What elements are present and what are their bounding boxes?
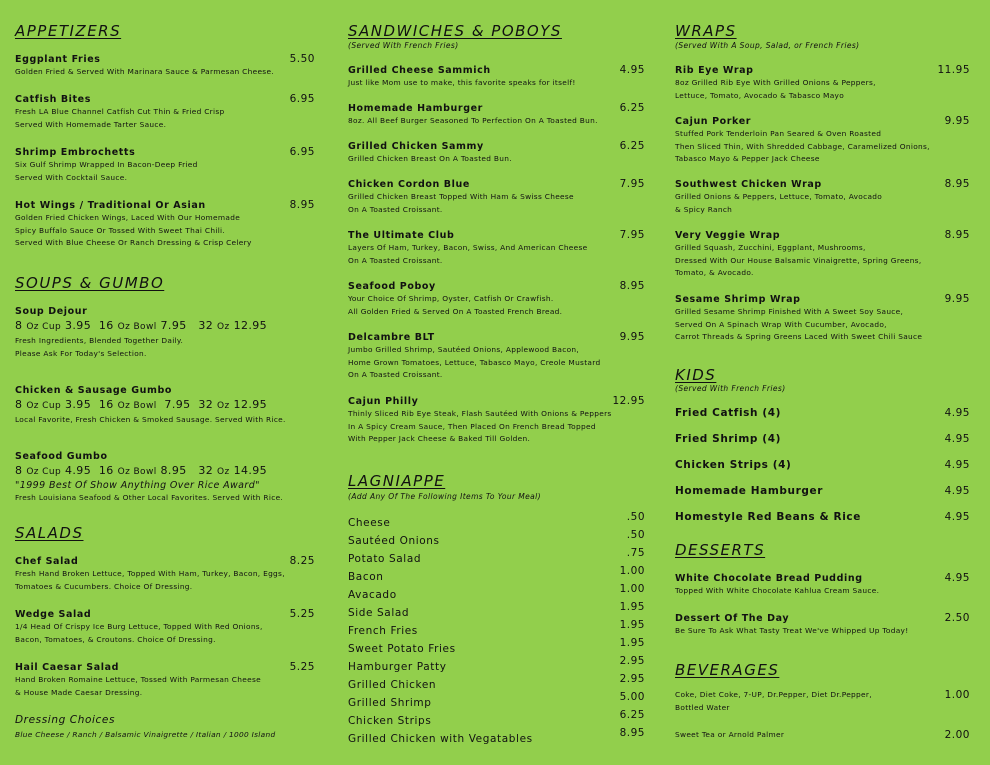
item-price: 4.95 xyxy=(944,485,970,497)
item-price: 4.95 xyxy=(944,433,970,445)
menu-item xyxy=(675,115,970,166)
item-desc: 1/4 Head Of Crispy Ice Burg Lettuce, Topped With Red Onions, xyxy=(15,622,263,631)
menu-item xyxy=(15,199,315,250)
item-desc: Grilled Chicken Breast Topped With Ham & Swiss Cheese xyxy=(348,192,574,201)
addon-name: Sweet Potato Fries xyxy=(348,643,456,655)
menu-item xyxy=(675,612,970,638)
item-name: Chef Salad xyxy=(15,556,79,567)
kids-subtitle: (Served With French Fries) xyxy=(675,384,786,393)
addon-price: 5.00 xyxy=(619,691,645,703)
addon-name: Grilled Chicken with Vegatables xyxy=(348,733,533,745)
item-name: Sweet Tea or Arnold Palmer xyxy=(675,730,785,739)
item-desc: 8oz Grilled Rib Eye With Grilled Onions & Peppers, xyxy=(675,78,876,87)
item-name: Shrimp Embrochetts xyxy=(15,147,136,158)
item-name: Hail Caesar Salad xyxy=(15,662,119,673)
item-price: 5.25 xyxy=(289,661,315,673)
item-desc: Stuffed Pork Tenderloin Pan Seared & Oven Roasted xyxy=(675,129,882,138)
addon-row xyxy=(348,547,645,565)
addon-price: 2.95 xyxy=(619,655,645,667)
addon-price: 8.95 xyxy=(619,727,645,739)
addon-name: Potato Salad xyxy=(348,553,422,565)
addon-name: Grilled Chicken xyxy=(348,679,437,691)
item-desc: Carrot Threads & Spring Greens Laced With Sweet Chili Sauce xyxy=(675,332,923,342)
item-desc: All Golden Fried & Served On A Toasted French Bread. xyxy=(348,306,563,316)
addon-price: 1.00 xyxy=(619,583,645,595)
addon-row xyxy=(348,529,645,547)
item-name: Catfish Bites xyxy=(15,94,91,105)
item-desc: 8oz. All Beef Burger Seasoned To Perfection On A Toasted Bun. xyxy=(348,116,598,125)
addon-row xyxy=(348,601,645,619)
item-name: Cajun Philly xyxy=(348,396,419,407)
addon-row xyxy=(348,583,645,601)
menu-item xyxy=(15,608,315,646)
item-name: Dessert Of The Day xyxy=(675,613,790,624)
item-desc: Golden Fried & Served With Marinara Sauce & Parmesan Cheese. xyxy=(15,67,274,76)
item-name: Chicken & Sausage Gumbo xyxy=(15,385,173,396)
item-desc: Jumbo Grilled Shrimp, Sautéed Onions, Applewood Bacon, xyxy=(348,345,580,354)
item-price: 8.95 xyxy=(944,229,970,241)
item-name: Southwest Chicken Wrap xyxy=(675,179,822,190)
addon-name: Bacon xyxy=(348,571,384,583)
addon-price: .50 xyxy=(626,511,645,523)
item-desc: Spicy Buffalo Sauce Or Tossed With Sweet Thai Chili. xyxy=(15,225,226,235)
item-desc: Please Ask For Today's Selection. xyxy=(15,348,147,358)
item-desc: Golden Fried Chicken Wings, Laced With Our Homemade xyxy=(15,213,241,222)
menu-item xyxy=(15,93,315,131)
item-price: 5.50 xyxy=(289,53,315,65)
item-desc: Thinly Sliced Rib Eye Steak, Flash Sautéed With Onions & Peppers xyxy=(348,409,612,418)
item-desc: On A Toasted Croissant. xyxy=(348,370,443,380)
item-price: 4.95 xyxy=(944,459,970,471)
item-desc: Tomatoes & Cucumbers. Choice Of Dressing. xyxy=(15,581,193,591)
menu-item xyxy=(15,555,315,593)
item-desc: Grilled Chicken Breast On A Toasted Bun. xyxy=(348,154,512,163)
item-price: 7.95 xyxy=(619,178,645,190)
item-desc: Home Grown Tomatoes, Lettuce, Tabasco Mayo, Creole Mustard xyxy=(348,357,601,367)
item-price: 2.50 xyxy=(944,612,970,624)
size-prices: 8 Oz Cup 3.95 16 Oz Bowl 7.95 32 Oz 12.95 xyxy=(15,398,268,411)
item-name: Fried Catfish (4) xyxy=(675,407,782,419)
size-prices: 8 Oz Cup 4.95 16 Oz Bowl 8.95 32 Oz 14.95 xyxy=(15,464,268,477)
award-text: "1999 Best Of Show Anything Over Rice Award" xyxy=(15,480,260,491)
kids-title: KIDS xyxy=(675,366,717,384)
item-price: 12.95 xyxy=(612,395,645,407)
item-price: 9.95 xyxy=(944,293,970,305)
item-name: White Chocolate Bread Pudding xyxy=(675,573,863,584)
menu-item xyxy=(675,64,970,102)
item-desc: Dressed With Our House Balsamic Vinaigrette, Spring Greens, xyxy=(675,255,922,265)
menu-item xyxy=(15,305,315,360)
item-name: Delcambre BLT xyxy=(348,332,435,343)
item-name: Soup Dejour xyxy=(15,306,88,317)
item-name: Chicken Strips (4) xyxy=(675,459,792,471)
addon-price: .50 xyxy=(626,529,645,541)
item-desc: & House Made Caesar Dressing. xyxy=(15,687,143,697)
item-desc: Tomato, & Avocado. xyxy=(675,268,754,278)
addon-row xyxy=(348,511,645,529)
menu-item xyxy=(15,53,315,79)
addon-row xyxy=(348,691,645,709)
sandwiches-title: SANDWICHES & POBOYS xyxy=(348,22,562,40)
item-desc: Topped With White Chocolate Kahlua Cream Sauce. xyxy=(675,586,880,595)
menu-item xyxy=(348,229,650,267)
addon-row xyxy=(348,709,645,727)
item-desc: Layers Of Ham, Turkey, Bacon, Swiss, And American Cheese xyxy=(348,243,588,252)
lagniappe-title: LAGNIAPPE xyxy=(348,472,446,490)
addon-name: Hamburger Patty xyxy=(348,661,447,673)
item-price: 8.95 xyxy=(619,280,645,292)
menu-item xyxy=(15,450,315,505)
menu-item xyxy=(675,293,970,344)
menu-item xyxy=(675,459,970,472)
item-desc: With Pepper Jack Cheese & Baked Till Golden. xyxy=(348,434,531,444)
item-desc: Be Sure To Ask What Tasty Treat We've Whipped Up Today! xyxy=(675,626,909,635)
item-desc: Fresh Ingredients, Blended Together Daily. xyxy=(15,336,184,345)
item-desc: Six Gulf Shrimp Wrapped In Bacon-Deep Fried xyxy=(15,160,198,169)
menu-column-middle xyxy=(348,0,650,765)
addon-name: Side Salad xyxy=(348,607,410,619)
item-name: Seafood Poboy xyxy=(348,281,436,292)
size-prices: 8 Oz Cup 3.95 16 Oz Bowl 7.95 32 Oz 12.95 xyxy=(15,319,268,332)
addon-price: 2.95 xyxy=(619,673,645,685)
sandwiches-subtitle: (Served With French Fries) xyxy=(348,41,459,50)
dressing-choices-title: Dressing Choices xyxy=(15,714,116,726)
desserts-title: DESSERTS xyxy=(675,541,766,559)
item-desc: Served With Blue Cheese Or Ranch Dressing & Crisp Celery xyxy=(15,238,252,248)
item-desc: Fresh LA Blue Channel Catfish Cut Thin & Fried Crisp xyxy=(15,107,225,116)
item-desc: Served With Cocktail Sauce. xyxy=(15,172,128,182)
item-desc: & Spicy Ranch xyxy=(675,204,733,214)
menu-item xyxy=(675,572,970,598)
item-name: Sesame Shrimp Wrap xyxy=(675,294,801,305)
item-price: 11.95 xyxy=(937,64,970,76)
item-price: 2.00 xyxy=(944,729,970,741)
item-desc: Fresh Hand Broken Lettuce, Topped With Ham, Turkey, Bacon, Eggs, xyxy=(15,569,285,578)
menu-item xyxy=(675,729,970,742)
addon-price: 1.95 xyxy=(619,601,645,613)
menu-item xyxy=(15,661,315,699)
addon-price: 1.00 xyxy=(619,565,645,577)
item-price: 1.00 xyxy=(944,689,970,701)
item-desc: Bacon, Tomatoes, & Croutons. Choice Of Dressing. xyxy=(15,634,216,644)
item-price: 8.95 xyxy=(944,178,970,190)
item-name: Eggplant Fries xyxy=(15,54,101,65)
item-desc: Your Choice Of Shrimp, Oyster, Catfish Or Crawfish. xyxy=(348,294,554,303)
item-desc: Lettuce, Tomato, Avocado & Tabasco Mayo xyxy=(675,90,845,100)
item-name: Grilled Cheese Sammich xyxy=(348,65,491,76)
item-price: 4.95 xyxy=(944,407,970,419)
addon-row xyxy=(348,565,645,583)
item-desc: Grilled Onions & Peppers, Lettuce, Tomato, Avocado xyxy=(675,192,883,201)
item-price: 8.25 xyxy=(289,555,315,567)
item-desc: Fresh Louisiana Seafood & Other Local Favorites. Served With Rice. xyxy=(15,493,284,502)
item-price: 8.95 xyxy=(289,199,315,211)
salads-title: SALADS xyxy=(15,524,84,542)
menu-item xyxy=(348,102,650,128)
menu-column-right xyxy=(675,0,970,765)
item-price: 6.25 xyxy=(619,102,645,114)
item-name: Chicken Cordon Blue xyxy=(348,179,470,190)
wraps-title: WRAPS xyxy=(675,22,737,40)
addon-name: Sautéed Onions xyxy=(348,535,440,547)
menu-item xyxy=(675,485,970,498)
menu-item xyxy=(348,178,650,216)
item-name: Coke, Diet Coke, 7-UP, Dr.Pepper, Diet Dr.Pepper, xyxy=(675,690,872,699)
item-name: Homemade Hamburger xyxy=(348,103,483,114)
addon-name: Avacado xyxy=(348,589,397,601)
item-desc: Local Favorite, Fresh Chicken & Smoked Sausage. Served With Rice. xyxy=(15,415,286,424)
item-name: Seafood Gumbo xyxy=(15,451,108,462)
menu-item xyxy=(348,280,650,318)
item-name: Cajun Porker xyxy=(675,116,752,127)
menu-item xyxy=(348,140,650,166)
item-price: 7.95 xyxy=(619,229,645,241)
menu-column-left xyxy=(15,0,315,765)
addon-row xyxy=(348,727,645,745)
menu-item xyxy=(348,395,650,446)
item-price: 9.95 xyxy=(619,331,645,343)
item-price: 4.95 xyxy=(944,511,970,523)
menu-item xyxy=(675,178,970,216)
item-desc: Served On A Spinach Wrap With Cucumber, Avocado, xyxy=(675,319,887,329)
item-name: Homestyle Red Beans & Rice xyxy=(675,511,861,523)
item-price: 9.95 xyxy=(944,115,970,127)
beverages-title: BEVERAGES xyxy=(675,661,780,679)
item-price: 6.95 xyxy=(289,93,315,105)
item-desc: In A Spicy Cream Sauce, Then Placed On French Bread Topped xyxy=(348,421,596,431)
wraps-subtitle: (Served With A Soup, Salad, or French Fries) xyxy=(675,41,860,50)
item-desc: Then Sliced Thin, With Shredded Cabbage, Caramelized Onions, xyxy=(675,141,930,151)
item-name: Hot Wings / Traditional Or Asian xyxy=(15,200,206,211)
item-desc: Tabasco Mayo & Pepper Jack Cheese xyxy=(675,154,820,164)
addon-row xyxy=(348,637,645,655)
addon-price: 1.95 xyxy=(619,619,645,631)
item-desc: Grilled Squash, Zucchini, Eggplant, Mushrooms, xyxy=(675,243,866,252)
menu-item xyxy=(348,64,650,90)
item-desc: Served With Homemade Tarter Sauce. xyxy=(15,119,167,129)
dressing-choices: Blue Cheese / Ranch / Balsamic Vinaigrette / Italian / 1000 Island xyxy=(15,730,276,739)
addon-row xyxy=(348,673,645,691)
menu-item xyxy=(15,384,315,427)
item-name: Rib Eye Wrap xyxy=(675,65,754,76)
item-desc: On A Toasted Croissant. xyxy=(348,204,443,214)
addon-name: Grilled Shrimp xyxy=(348,697,432,709)
menu-item xyxy=(675,433,970,446)
addon-name: Chicken Strips xyxy=(348,715,432,727)
menu-item xyxy=(675,229,970,280)
item-name: Wedge Salad xyxy=(15,609,92,620)
lagniappe-subtitle: (Add Any Of The Following Items To Your Meal) xyxy=(348,492,541,501)
item-desc: Just like Mom use to make, this favorite speaks for itself! xyxy=(348,78,576,87)
menu-item xyxy=(675,511,970,524)
item-desc: Hand Broken Romaine Lettuce, Tossed With Parmesan Cheese xyxy=(15,675,261,684)
item-price: 6.25 xyxy=(619,140,645,152)
appetizers-title: APPETIZERS xyxy=(15,22,122,40)
item-name: Homemade Hamburger xyxy=(675,485,823,497)
addon-row xyxy=(348,619,645,637)
menu-item xyxy=(348,331,650,382)
item-name: The Ultimate Club xyxy=(348,230,455,241)
menu-item xyxy=(675,407,970,420)
addon-name: Cheese xyxy=(348,517,391,529)
item-price: 5.25 xyxy=(289,608,315,620)
addon-price: 6.25 xyxy=(619,709,645,721)
addon-price: .75 xyxy=(626,547,645,559)
item-name: Fried Shrimp (4) xyxy=(675,433,782,445)
item-desc: Grilled Sesame Shrimp Finished With A Sweet Soy Sauce, xyxy=(675,307,904,316)
item-desc: On A Toasted Croissant. xyxy=(348,255,443,265)
item-name: Very Veggie Wrap xyxy=(675,230,781,241)
menu-item xyxy=(675,689,970,714)
addon-row xyxy=(348,655,645,673)
item-name: Grilled Chicken Sammy xyxy=(348,141,484,152)
item-price: 4.95 xyxy=(944,572,970,584)
menu-item xyxy=(15,146,315,184)
item-price: 6.95 xyxy=(289,146,315,158)
item-name: Bottled Water xyxy=(675,702,730,712)
addon-price: 1.95 xyxy=(619,637,645,649)
addon-name: French Fries xyxy=(348,625,418,637)
item-price: 4.95 xyxy=(619,64,645,76)
soups-title: SOUPS & GUMBO xyxy=(15,274,165,292)
